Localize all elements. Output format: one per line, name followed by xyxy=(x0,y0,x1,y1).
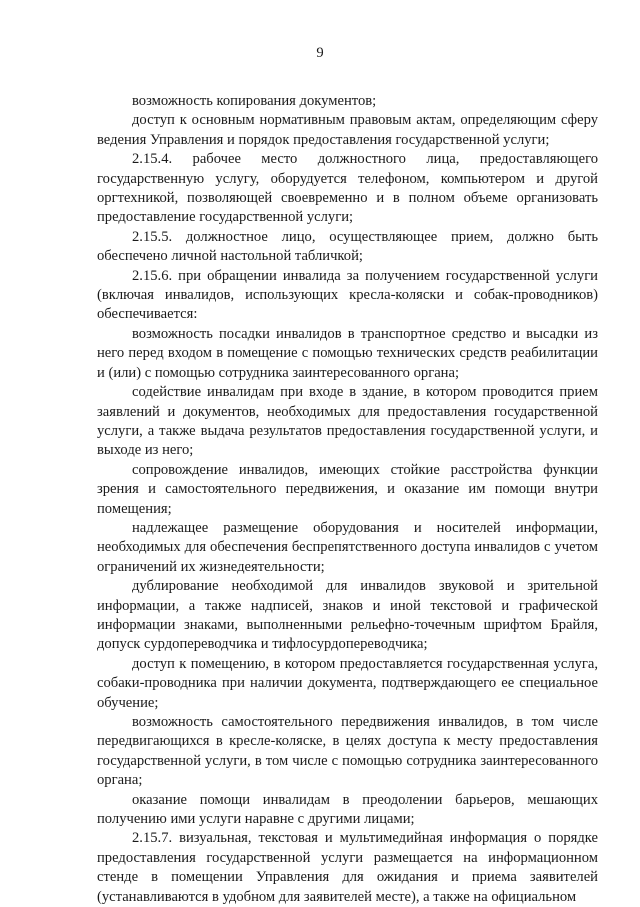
paragraph: 2.15.7. визуальная, текстовая и мультимедийная информация о порядке предоставления государственной услуги размещается на информационном стенде в помещении Управления для ожидания и приема заявителей (устанавливаются в удобном для заявителей месте), а также на официальном xyxy=(97,830,598,905)
paragraph: доступ к помещению, в котором предоставляется государственная услуга, собаки-проводника при наличии документа, подтверждающего ее специальное обучение; xyxy=(97,655,598,711)
paragraph: возможность копирования документов; xyxy=(132,93,377,109)
paragraph: 2.15.4. рабочее место должностного лица, предоставляющего государственную услугу, оборудуется телефоном, компьютером и другой оргтехникой, позволяющей своевременно и в полном объеме организовать предоставление государственной услуги; xyxy=(97,151,598,226)
paragraph: возможность посадки инвалидов в транспортное средство и высадки из него перед входом в помещение с помощью технических средств реабилитации и (или) с помощью сотрудника заинтересованного органа; xyxy=(97,325,598,381)
paragraph: возможность самостоятельного передвижения инвалидов, в том числе передвигающихся в кресле-коляске, в целях доступа к месту предоставления государственной услуги, в том числе с помощью сотрудника заинтересованного органа; xyxy=(97,714,598,789)
paragraph: надлежащее размещение оборудования и носителей информации, необходимых для обеспечения беспрепятственного доступа инвалидов с учетом ограничений их жизнедеятельности; xyxy=(97,519,598,575)
document-body xyxy=(97,92,598,907)
page-number: 9 xyxy=(316,45,324,61)
paragraph: дублирование необходимой для инвалидов звуковой и зрительной информации, а также надписей, знаков и иной текстовой и графической информации знаками, выполненными рельефно-точечным шрифтом Брайля, допуск сурдопереводчика и тифлосурдопереводчика; xyxy=(97,578,598,653)
paragraph: 2.15.5. должностное лицо, осуществляющее прием, должно быть обеспечено личной настольной табличкой; xyxy=(97,228,598,265)
paragraph: доступ к основным нормативным правовым актам, определяющим сферу ведения Управления и порядок предоставления государственной услуги; xyxy=(97,112,598,148)
paragraph: оказание помощи инвалидам в преодолении барьеров, мешающих получению ими услуги наравне с другими лицами; xyxy=(97,791,598,828)
paragraph: 2.15.6. при обращении инвалида за получением государственной услуги (включая инвалидов, использующих кресла-коляски и собак-проводников) обеспечивается: xyxy=(97,267,598,323)
paragraph: содействие инвалидам при входе в здание, в котором проводится прием заявлений и документов, необходимых для предоставления государственной услуги, а также выдача результатов предоставления государственной услуги, и выходе из него; xyxy=(97,384,598,459)
paragraph: сопровождение инвалидов, имеющих стойкие расстройства функции зрения и самостоятельного передвижения, и оказание им помощи внутри помещения; xyxy=(97,461,598,517)
